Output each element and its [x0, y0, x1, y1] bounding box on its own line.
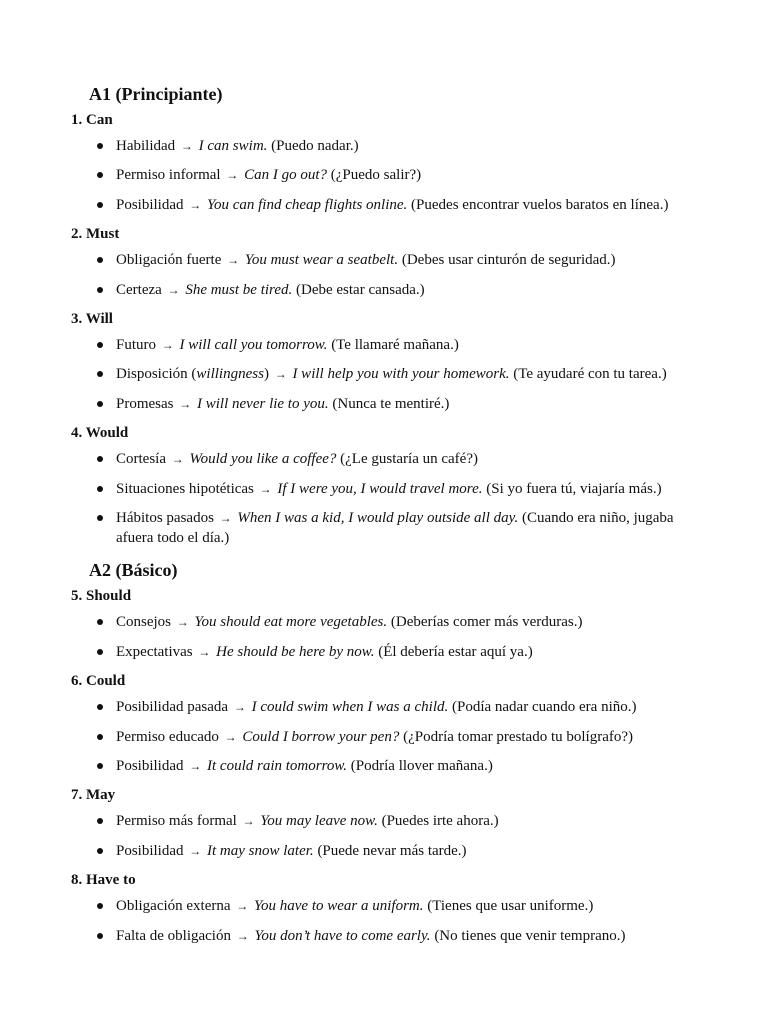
item-label: Expectativas [116, 644, 193, 660]
item-label: Obligación externa [116, 898, 231, 914]
bullet-icon [97, 818, 103, 824]
item-label-italic: willingness [196, 366, 264, 382]
item-label: Posibilidad [116, 758, 184, 774]
list-item [116, 926, 696, 946]
item-label-pre: Disposición ( [116, 366, 197, 382]
item-label: Posibilidad [116, 843, 184, 859]
list-item [116, 811, 696, 831]
item-translation: (Podría llover mañana.) [350, 758, 493, 774]
list-item [116, 479, 696, 499]
item-label: Promesas [116, 396, 174, 412]
list-item [116, 896, 696, 916]
bullet-icon [97, 172, 103, 178]
item-translation: (Cuando era niño, jugaba afuera todo el día.) [116, 510, 674, 546]
item-translation: (¿Puedo salir?) [330, 167, 422, 183]
item-example: Would you like a coffee? [189, 451, 337, 467]
bullet-icon [97, 704, 103, 710]
list-item [116, 449, 696, 469]
list-item [116, 280, 696, 300]
bullet-icon [97, 763, 103, 769]
bullet-icon [97, 903, 103, 909]
bullet-icon [97, 257, 103, 263]
arrow-icon: → [180, 139, 193, 153]
item-label: Futuro [116, 337, 157, 353]
item-label: Obligación fuerte [116, 252, 222, 268]
arrow-icon: → [176, 615, 189, 629]
item-example: It could rain tomorrow. [207, 758, 348, 774]
bullet-icon [97, 848, 103, 854]
bullet-icon [97, 486, 103, 492]
list-item [116, 841, 696, 861]
bullet-icon [97, 287, 103, 293]
item-label: Consejos [116, 614, 172, 630]
arrow-icon: → [226, 168, 239, 182]
item-label [116, 366, 269, 382]
item-translation: (Él debería estar aquí ya.) [378, 644, 533, 660]
item-example: I can swim. [198, 138, 268, 154]
bullet-icon [97, 456, 103, 462]
item-translation: (Puede nevar más tarde.) [317, 843, 467, 859]
item-example: She must be tired. [185, 282, 293, 298]
item-example: Could I borrow your pen? [242, 729, 400, 745]
arrow-icon: → [227, 253, 240, 267]
arrow-icon: → [198, 645, 211, 659]
item-translation: (Debes usar cinturón de seguridad.) [401, 252, 616, 268]
arrow-icon: → [161, 338, 174, 352]
arrow-icon: → [233, 700, 246, 714]
item-example: I could swim when I was a child. [251, 699, 449, 715]
list-item [116, 642, 696, 662]
item-label: Permiso más formal [116, 813, 237, 829]
arrow-icon: → [189, 759, 202, 773]
bullet-icon [97, 933, 103, 939]
arrow-icon: → [259, 482, 272, 496]
item-example: You must wear a seatbelt. [244, 252, 399, 268]
list-item [116, 335, 696, 355]
arrow-icon: → [171, 452, 184, 466]
arrow-icon: → [189, 844, 202, 858]
modal-heading-will: 3. Will [71, 311, 113, 327]
item-example: You can find cheap flights online. [207, 197, 408, 213]
item-translation: (¿Podría tomar prestado tu bolígrafo?) [403, 729, 634, 745]
modal-heading-could: 6. Could [71, 673, 126, 689]
list-item [116, 165, 696, 185]
bullet-icon [97, 342, 103, 348]
item-example: It may snow later. [207, 843, 314, 859]
arrow-icon: → [224, 730, 237, 744]
item-translation: (Nunca te mentiré.) [332, 396, 450, 412]
list-item [116, 508, 696, 548]
item-example: I will never lie to you. [197, 396, 329, 412]
item-translation: (Si yo fuera tú, viajaría más.) [486, 481, 662, 497]
bullet-icon [97, 649, 103, 655]
arrow-icon: → [274, 367, 287, 381]
item-label: Situaciones hipotéticas [116, 481, 254, 497]
item-label: Habilidad [116, 138, 176, 154]
modal-heading-may: 7. May [71, 787, 116, 803]
bullet-icon [97, 401, 103, 407]
list-item [116, 612, 696, 632]
item-example: I will help you with your homework. [292, 366, 510, 382]
bullet-icon [97, 734, 103, 740]
item-label: Hábitos pasados [116, 510, 214, 526]
list-item [116, 195, 696, 215]
item-translation: (Debe estar cansada.) [296, 282, 425, 298]
arrow-icon: → [236, 929, 249, 943]
bullet-icon [97, 619, 103, 625]
list-item [116, 136, 696, 156]
item-translation: (Te llamaré mañana.) [331, 337, 459, 353]
list-item [116, 727, 696, 747]
item-translation: (Tienes que usar uniforme.) [427, 898, 594, 914]
item-label: Posibilidad [116, 197, 184, 213]
bullet-icon [97, 371, 103, 377]
arrow-icon: → [179, 397, 192, 411]
arrow-icon: → [242, 814, 255, 828]
list-item [116, 250, 696, 270]
item-label-post: ) [263, 366, 269, 382]
item-translation: (Puedes encontrar vuelos baratos en línea.) [411, 197, 669, 213]
modal-heading-have-to: 8. Have to [71, 872, 136, 888]
item-example: When I was a kid, I would play outside all day. [237, 510, 519, 526]
item-example: You don’t have to come early. [254, 928, 431, 944]
list-item [116, 756, 696, 776]
arrow-icon: → [189, 198, 202, 212]
modal-heading-should: 5. Should [71, 588, 132, 604]
item-example: You should eat more vegetables. [194, 614, 388, 630]
item-translation: (Te ayudaré con tu tarea.) [513, 366, 667, 382]
item-translation: (¿Le gustaría un café?) [340, 451, 478, 467]
modal-heading-can: 1. Can [71, 112, 113, 128]
item-label: Certeza [116, 282, 162, 298]
item-example: He should be here by now. [216, 644, 375, 660]
item-translation: (No tienes que venir temprano.) [434, 928, 626, 944]
arrow-icon: → [219, 511, 232, 525]
bullet-icon [97, 515, 103, 521]
item-example: You may leave now. [260, 813, 378, 829]
item-translation: (Puedo nadar.) [271, 138, 359, 154]
modal-heading-would: 4. Would [71, 425, 129, 441]
list-item [116, 697, 696, 717]
item-example: If I were you, I would travel more. [277, 481, 483, 497]
item-example: Can I go out? [244, 167, 327, 183]
item-translation: (Podía nadar cuando era niño.) [451, 699, 637, 715]
level-heading-a2: A2 (Básico) [89, 560, 178, 580]
item-example: I will call you tomorrow. [179, 337, 328, 353]
item-label: Cortesía [116, 451, 166, 467]
list-item [116, 364, 696, 384]
level-heading-a1: A1 (Principiante) [89, 84, 223, 104]
item-example: You have to wear a uniform. [254, 898, 424, 914]
item-label: Posibilidad pasada [116, 699, 229, 715]
bullet-icon [97, 202, 103, 208]
item-label: Permiso educado [116, 729, 219, 745]
item-translation: (Deberías comer más verduras.) [390, 614, 583, 630]
arrow-icon: → [236, 899, 249, 913]
item-label: Falta de obligación [116, 928, 231, 944]
item-label: Permiso informal [116, 167, 221, 183]
item-translation: (Puedes irte ahora.) [381, 813, 499, 829]
bullet-icon [97, 143, 103, 149]
list-item [116, 394, 696, 414]
modal-heading-must: 2. Must [71, 226, 120, 242]
arrow-icon: → [167, 283, 180, 297]
